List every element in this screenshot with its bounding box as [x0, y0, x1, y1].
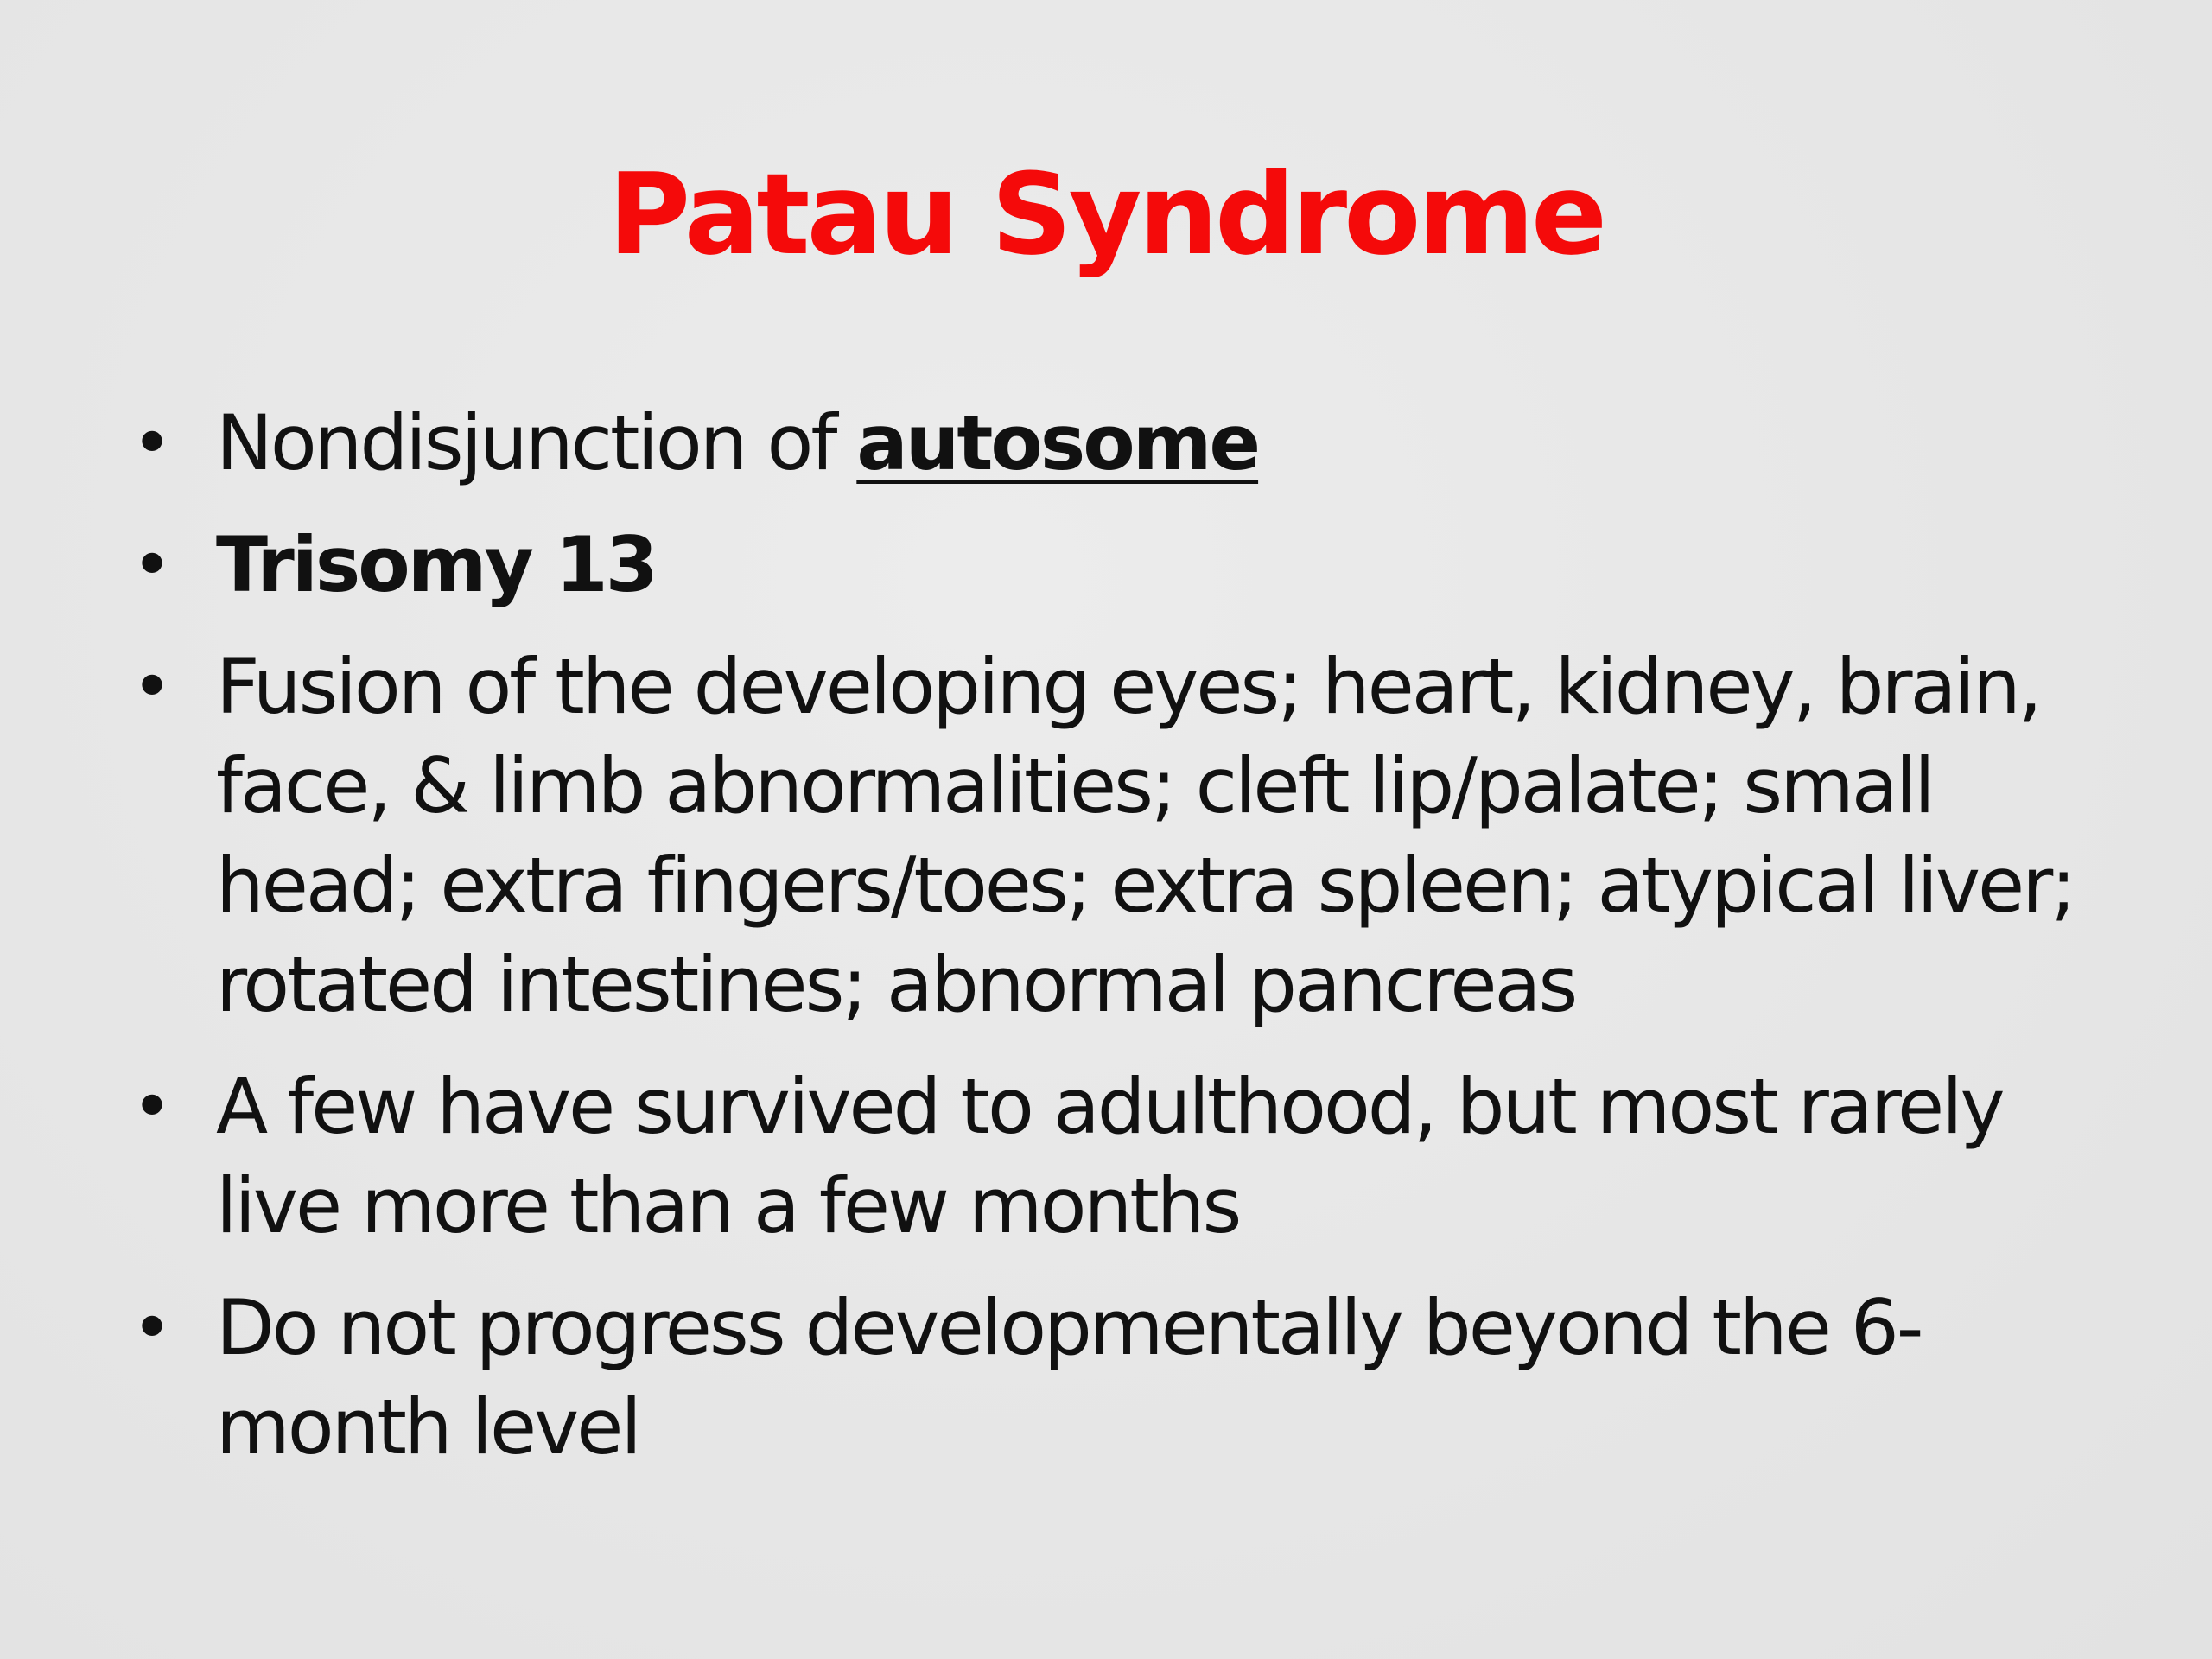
bullet-dot-icon: • [131, 524, 173, 605]
bullet-text: A few have survived to adulthood, but most rarely live more than a few months [216, 1062, 2003, 1250]
bullet-item-features [131, 637, 2100, 1034]
bullet-text: Nondisjunction of [216, 398, 857, 487]
bullet-text: Fusion of the developing eyes; heart, kidney, brain, face, & limb abnormalities; cleft lip/palate; small head; extra fingers/toes; extra spleen; atypical liver; rotated intestines; abnormal pancreas [216, 642, 2074, 1029]
bullet-emphasis: autosome [856, 398, 1259, 487]
slide-title: Patau Syndrome [607, 149, 1605, 280]
bullet-text: Trisomy 13 [216, 520, 656, 609]
bullet-dot-icon: • [131, 646, 173, 727]
bullet-dot-icon: • [131, 1287, 173, 1368]
bullet-item-trisomy [131, 515, 2100, 614]
bullet-item-nondisjunction [131, 393, 2100, 493]
bullet-dot-icon: • [131, 403, 173, 483]
bullet-text: Do not progress developmentally beyond the 6-month level [216, 1283, 1922, 1471]
bullet-dot-icon: • [131, 1066, 173, 1147]
bullet-list [131, 393, 2100, 1499]
bullet-item-development [131, 1278, 2100, 1477]
bullet-item-survival [131, 1057, 2100, 1255]
